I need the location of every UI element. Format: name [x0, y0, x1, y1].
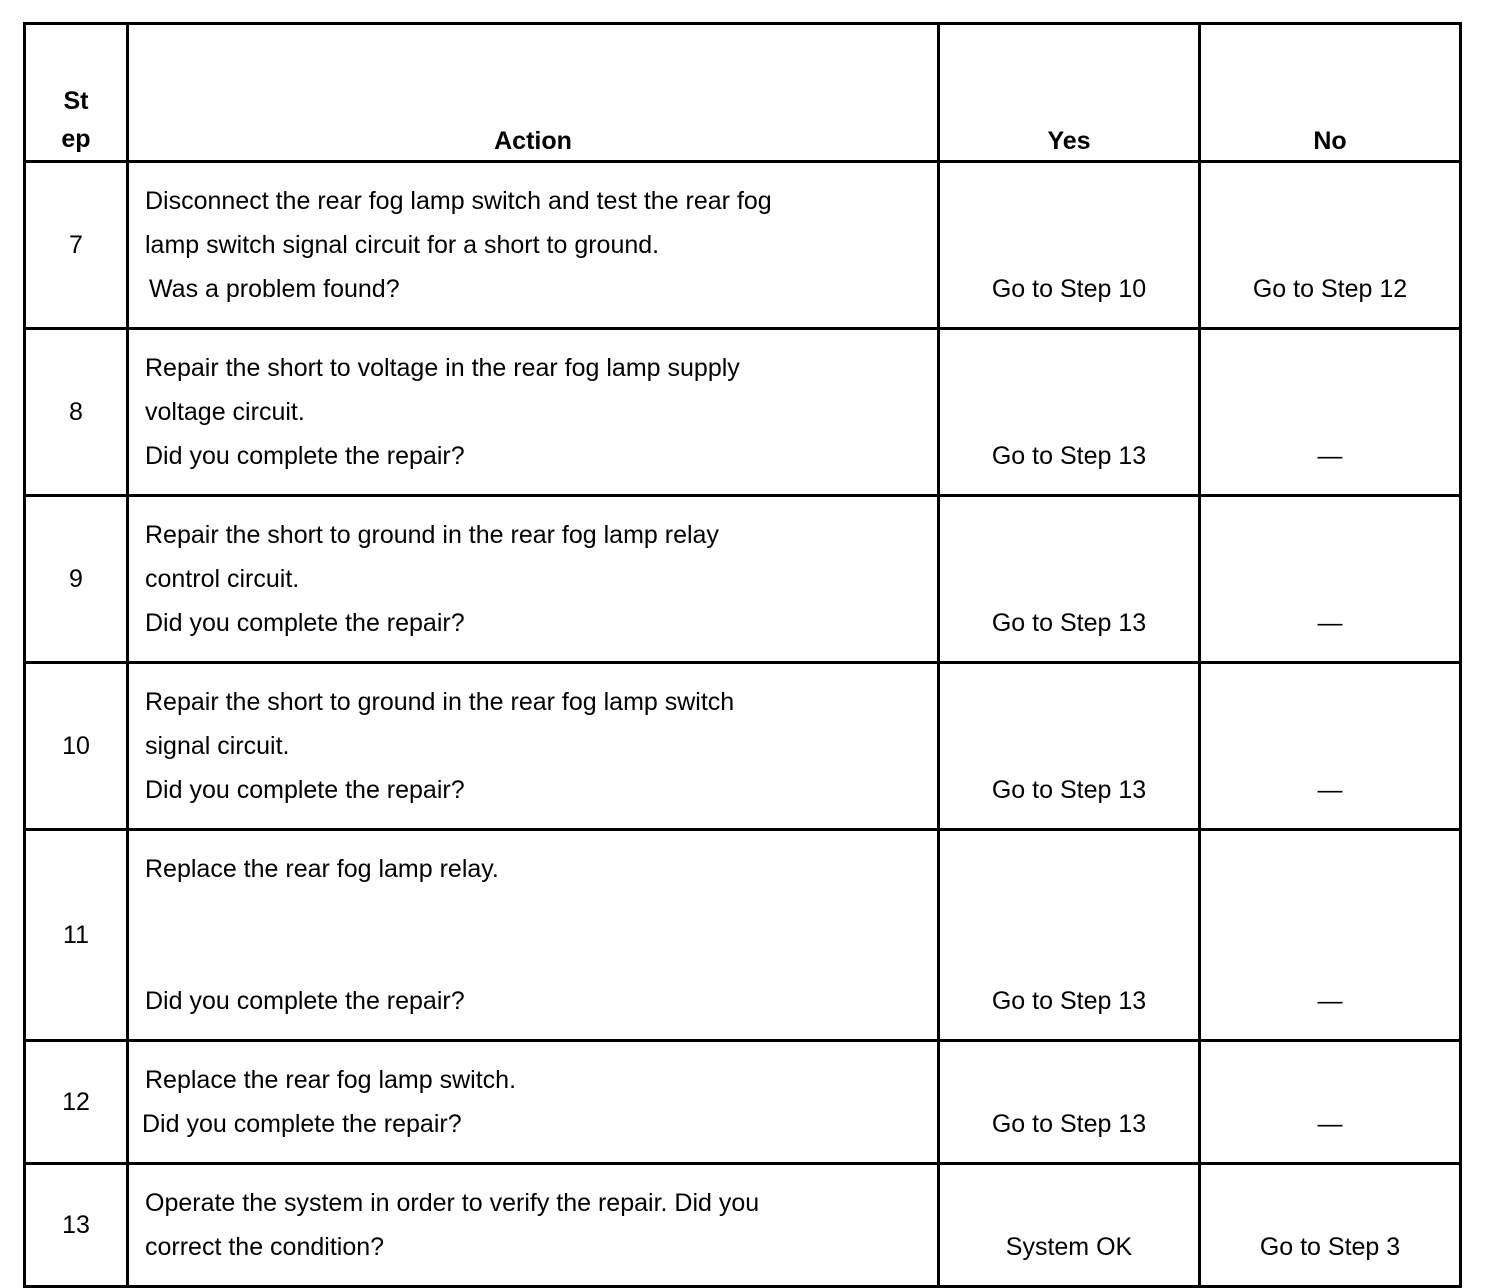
header-action: Action: [128, 24, 939, 162]
action-line: Replace the rear fog lamp relay.: [145, 855, 499, 883]
header-step-line2: ep: [61, 125, 91, 153]
no-cell: Go to Step 12: [1200, 162, 1461, 329]
step-number: 12: [25, 1041, 128, 1164]
action-question: Did you complete the repair?: [145, 609, 465, 637]
yes-cell: Go to Step 10: [939, 162, 1200, 329]
table-row: [25, 1164, 1461, 1287]
no-cell: —: [1200, 496, 1461, 663]
action-cell: [128, 162, 939, 329]
action-cell: [128, 830, 939, 1041]
table-row: [25, 162, 1461, 329]
action-line: control circuit.: [145, 565, 300, 593]
action-cell: [128, 496, 939, 663]
no-cell: —: [1200, 663, 1461, 830]
action-line: lamp switch signal circuit for a short to ground.: [145, 231, 660, 259]
action-cell: [128, 329, 939, 496]
header-yes: Yes: [939, 24, 1200, 162]
action-question: Did you complete the repair?: [145, 776, 465, 804]
yes-cell: Go to Step 13: [939, 329, 1200, 496]
no-cell: —: [1200, 1041, 1461, 1164]
action-question: Did you complete the repair?: [142, 1110, 462, 1138]
action-line: voltage circuit.: [145, 398, 305, 426]
action-question: Did you complete the repair?: [145, 442, 465, 470]
step-number: 7: [25, 162, 128, 329]
action-cell: [128, 1041, 939, 1164]
step-number: 8: [25, 329, 128, 496]
table-row: [25, 1041, 1461, 1164]
header-step: [25, 24, 128, 162]
action-line: signal circuit.: [145, 732, 290, 760]
header-no: No: [1200, 24, 1461, 162]
step-number: 13: [25, 1164, 128, 1287]
action-line: Operate the system in order to verify the repair. Did you: [145, 1189, 760, 1217]
action-question: Did you complete the repair?: [145, 987, 465, 1015]
yes-cell: Go to Step 13: [939, 663, 1200, 830]
table-row: [25, 663, 1461, 830]
yes-cell: Go to Step 13: [939, 1041, 1200, 1164]
diagnostic-steps-table: [23, 22, 1462, 1288]
yes-cell: Go to Step 13: [939, 830, 1200, 1041]
action-spacer: [145, 891, 937, 979]
action-line: Repair the short to ground in the rear fog lamp relay: [145, 521, 719, 549]
header-step-line1: St: [63, 87, 89, 115]
action-line: Replace the rear fog lamp switch.: [145, 1066, 517, 1094]
action-cell: [128, 1164, 939, 1287]
yes-cell: Go to Step 13: [939, 496, 1200, 663]
table-row: [25, 496, 1461, 663]
action-line: Disconnect the rear fog lamp switch and test the rear fog: [145, 187, 772, 215]
action-question: correct the condition?: [145, 1233, 385, 1261]
action-cell: [128, 663, 939, 830]
action-line: Repair the short to voltage in the rear fog lamp supply: [145, 354, 740, 382]
yes-cell: System OK: [939, 1164, 1200, 1287]
table-row: [25, 329, 1461, 496]
action-line: Repair the short to ground in the rear fog lamp switch: [145, 688, 735, 716]
action-question: Was a problem found?: [149, 275, 400, 303]
step-number: 9: [25, 496, 128, 663]
header-row: [25, 24, 1461, 162]
no-cell: —: [1200, 830, 1461, 1041]
no-cell: Go to Step 3: [1200, 1164, 1461, 1287]
step-number: 10: [25, 663, 128, 830]
no-cell: —: [1200, 329, 1461, 496]
step-number: 11: [25, 830, 128, 1041]
table-row: [25, 830, 1461, 1041]
